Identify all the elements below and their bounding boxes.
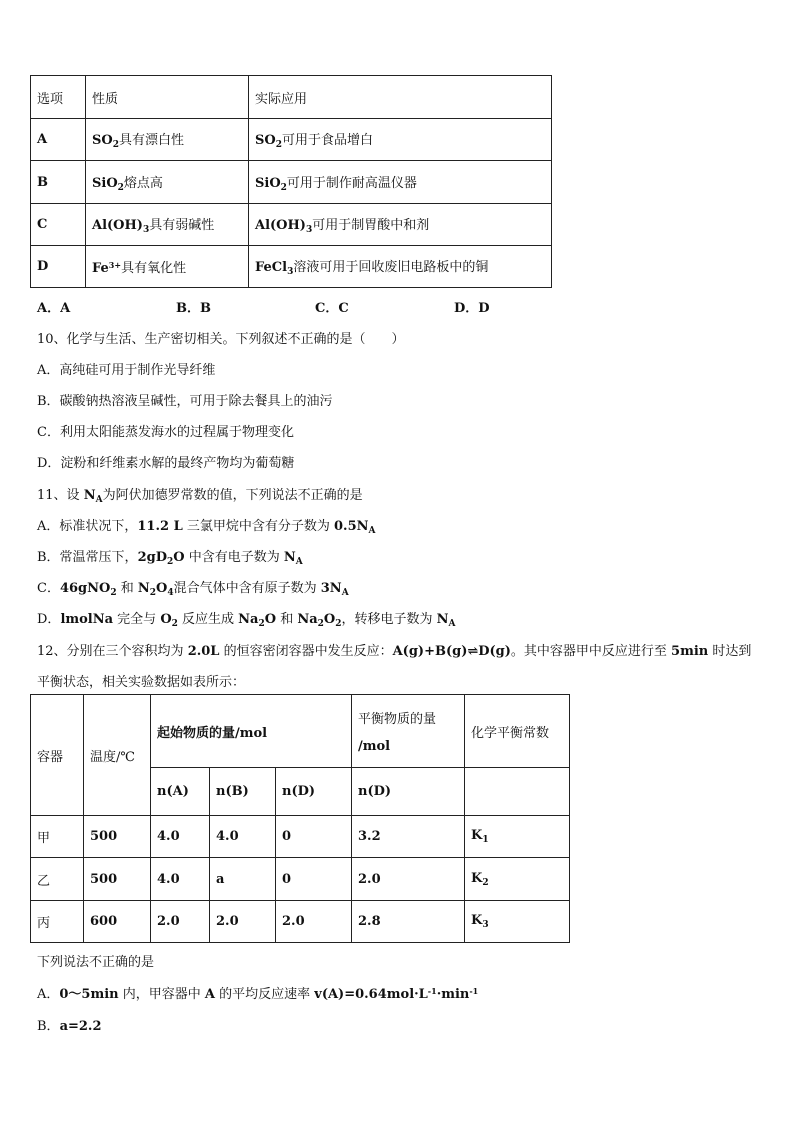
table-row <box>31 901 570 943</box>
table-row <box>31 858 570 901</box>
cell-k: $K_3$ <box>465 901 570 943</box>
table-header-row <box>31 695 570 768</box>
q9-option-a: A．A <box>37 301 71 316</box>
q11-stem: 11、设 $N_A$为阿伏加德罗常数的值，下列说法不正确的是 <box>37 488 363 505</box>
q10-stem: 10、化学与生活、生产密切相关。下列叙述不正确的是（ ） <box>37 332 405 347</box>
row-application: $SO_2$可用于食品增白 <box>249 119 552 161</box>
q11-option-a: A．标准状况下，11.2 L 三氯甲烷中含有分子数为 $0.5N_A$ <box>37 519 376 536</box>
q10-option-c: C．利用太阳能蒸发海水的过程属于物理变化 <box>37 425 294 440</box>
cell-container: 乙 <box>31 858 84 901</box>
header-property: 性质 <box>86 76 249 119</box>
cell-eq-nd: 2.0 <box>352 858 465 901</box>
table-row <box>31 204 552 246</box>
table-row <box>31 816 570 858</box>
table-header-row <box>31 76 552 119</box>
subheader-eq-nd: n(D) <box>352 768 465 816</box>
subheader-na: n(A) <box>151 768 210 816</box>
subheader-nb: n(B) <box>210 768 276 816</box>
cell-na: 4.0 <box>151 858 210 901</box>
row-option: C <box>31 204 86 246</box>
header-initial-amount: 起始物质的量/mol <box>151 695 352 768</box>
cell-container: 甲 <box>31 816 84 858</box>
q10-option-a: A．高纯硅可用于制作光导纤维 <box>37 363 216 378</box>
subheader-blank <box>465 768 570 816</box>
cell-k: $K_2$ <box>465 858 570 901</box>
header-application: 实际应用 <box>249 76 552 119</box>
row-option: A <box>31 119 86 161</box>
cell-eq-nd: 2.8 <box>352 901 465 943</box>
table-row <box>31 119 552 161</box>
q12-stem-line1: 12、分别在三个容积均为 2.0L 的恒容密闭容器中发生反应：A(g)+B(g)⇌D(g)。其中容器甲中反应进行至 5min 时达到 <box>37 644 752 659</box>
q11-option-d: D．lmolNa 完全与 $O_2$ 反应生成 $Na_2O$ 和 $Na_2O_2$，转移电子数为 $N_A$ <box>37 612 456 629</box>
q12-after-table: 下列说法不正确的是 <box>37 955 155 970</box>
header-option: 选项 <box>31 76 86 119</box>
header-equilibrium-amount: 平衡物质的量 /mol <box>352 695 465 768</box>
q12-stem-line2: 平衡状态，相关实验数据如表所示： <box>37 675 246 690</box>
row-application: $Al(OH)_3$可用于制胃酸中和剂 <box>249 204 552 246</box>
q11-option-c: C．46gNO$_2$ 和 $N_2O_4$混合气体中含有原子数为 $3N_A$ <box>37 581 349 598</box>
row-property: SiO$_2$熔点高 <box>86 161 249 204</box>
cell-nd: 0 <box>276 816 352 858</box>
cell-na: 4.0 <box>151 816 210 858</box>
header-container: 容器 <box>31 695 84 816</box>
cell-temp: 600 <box>84 901 151 943</box>
cell-temp: 500 <box>84 816 151 858</box>
properties-table <box>30 75 552 288</box>
cell-k: $K_1$ <box>465 816 570 858</box>
q9-option-b: B．B <box>176 301 211 316</box>
q9-option-d: D．D <box>454 301 490 316</box>
row-application: FeCl$_3$溶液可用于回收废旧电路板中的铜 <box>249 246 552 288</box>
header-equilibrium-constant: 化学平衡常数 <box>465 695 570 768</box>
header-temperature: 温度/℃ <box>84 695 151 816</box>
equilibrium-table <box>30 694 570 943</box>
row-option: D <box>31 246 86 288</box>
table-row <box>31 161 552 204</box>
cell-temp: 500 <box>84 858 151 901</box>
q10-option-d: D．淀粉和纤维素水解的最终产物均为葡萄糖 <box>37 456 295 471</box>
cell-nb: a <box>210 858 276 901</box>
row-property: $Al(OH)_3$具有弱碱性 <box>86 204 249 246</box>
table-row <box>31 246 552 288</box>
row-property: $Fe^{3+}$具有氧化性 <box>86 246 249 288</box>
row-property: $SO_2$具有漂白性 <box>86 119 249 161</box>
q9-option-c: C．C <box>315 301 349 316</box>
cell-nd: 2.0 <box>276 901 352 943</box>
q12-option-a: A．0～5min 内，甲容器中 A 的平均反应速率 $v(A)=0.64mol\cdot L^{-1}\cdot\min^{-1}$ <box>37 986 479 1002</box>
row-option: B <box>31 161 86 204</box>
cell-container: 丙 <box>31 901 84 943</box>
cell-na: 2.0 <box>151 901 210 943</box>
cell-nb: 4.0 <box>210 816 276 858</box>
q11-option-b: B．常温常压下，$2gD_2O$ 中含有电子数为 $N_A$ <box>37 550 303 567</box>
cell-nb: 2.0 <box>210 901 276 943</box>
cell-nd: 0 <box>276 858 352 901</box>
q12-option-b: B．a=2.2 <box>37 1019 102 1034</box>
cell-eq-nd: 3.2 <box>352 816 465 858</box>
q10-option-b: B．碳酸钠热溶液呈碱性，可用于除去餐具上的油污 <box>37 394 333 409</box>
subheader-nd: n(D) <box>276 768 352 816</box>
row-application: SiO$_2$可用于制作耐高温仪器 <box>249 161 552 204</box>
